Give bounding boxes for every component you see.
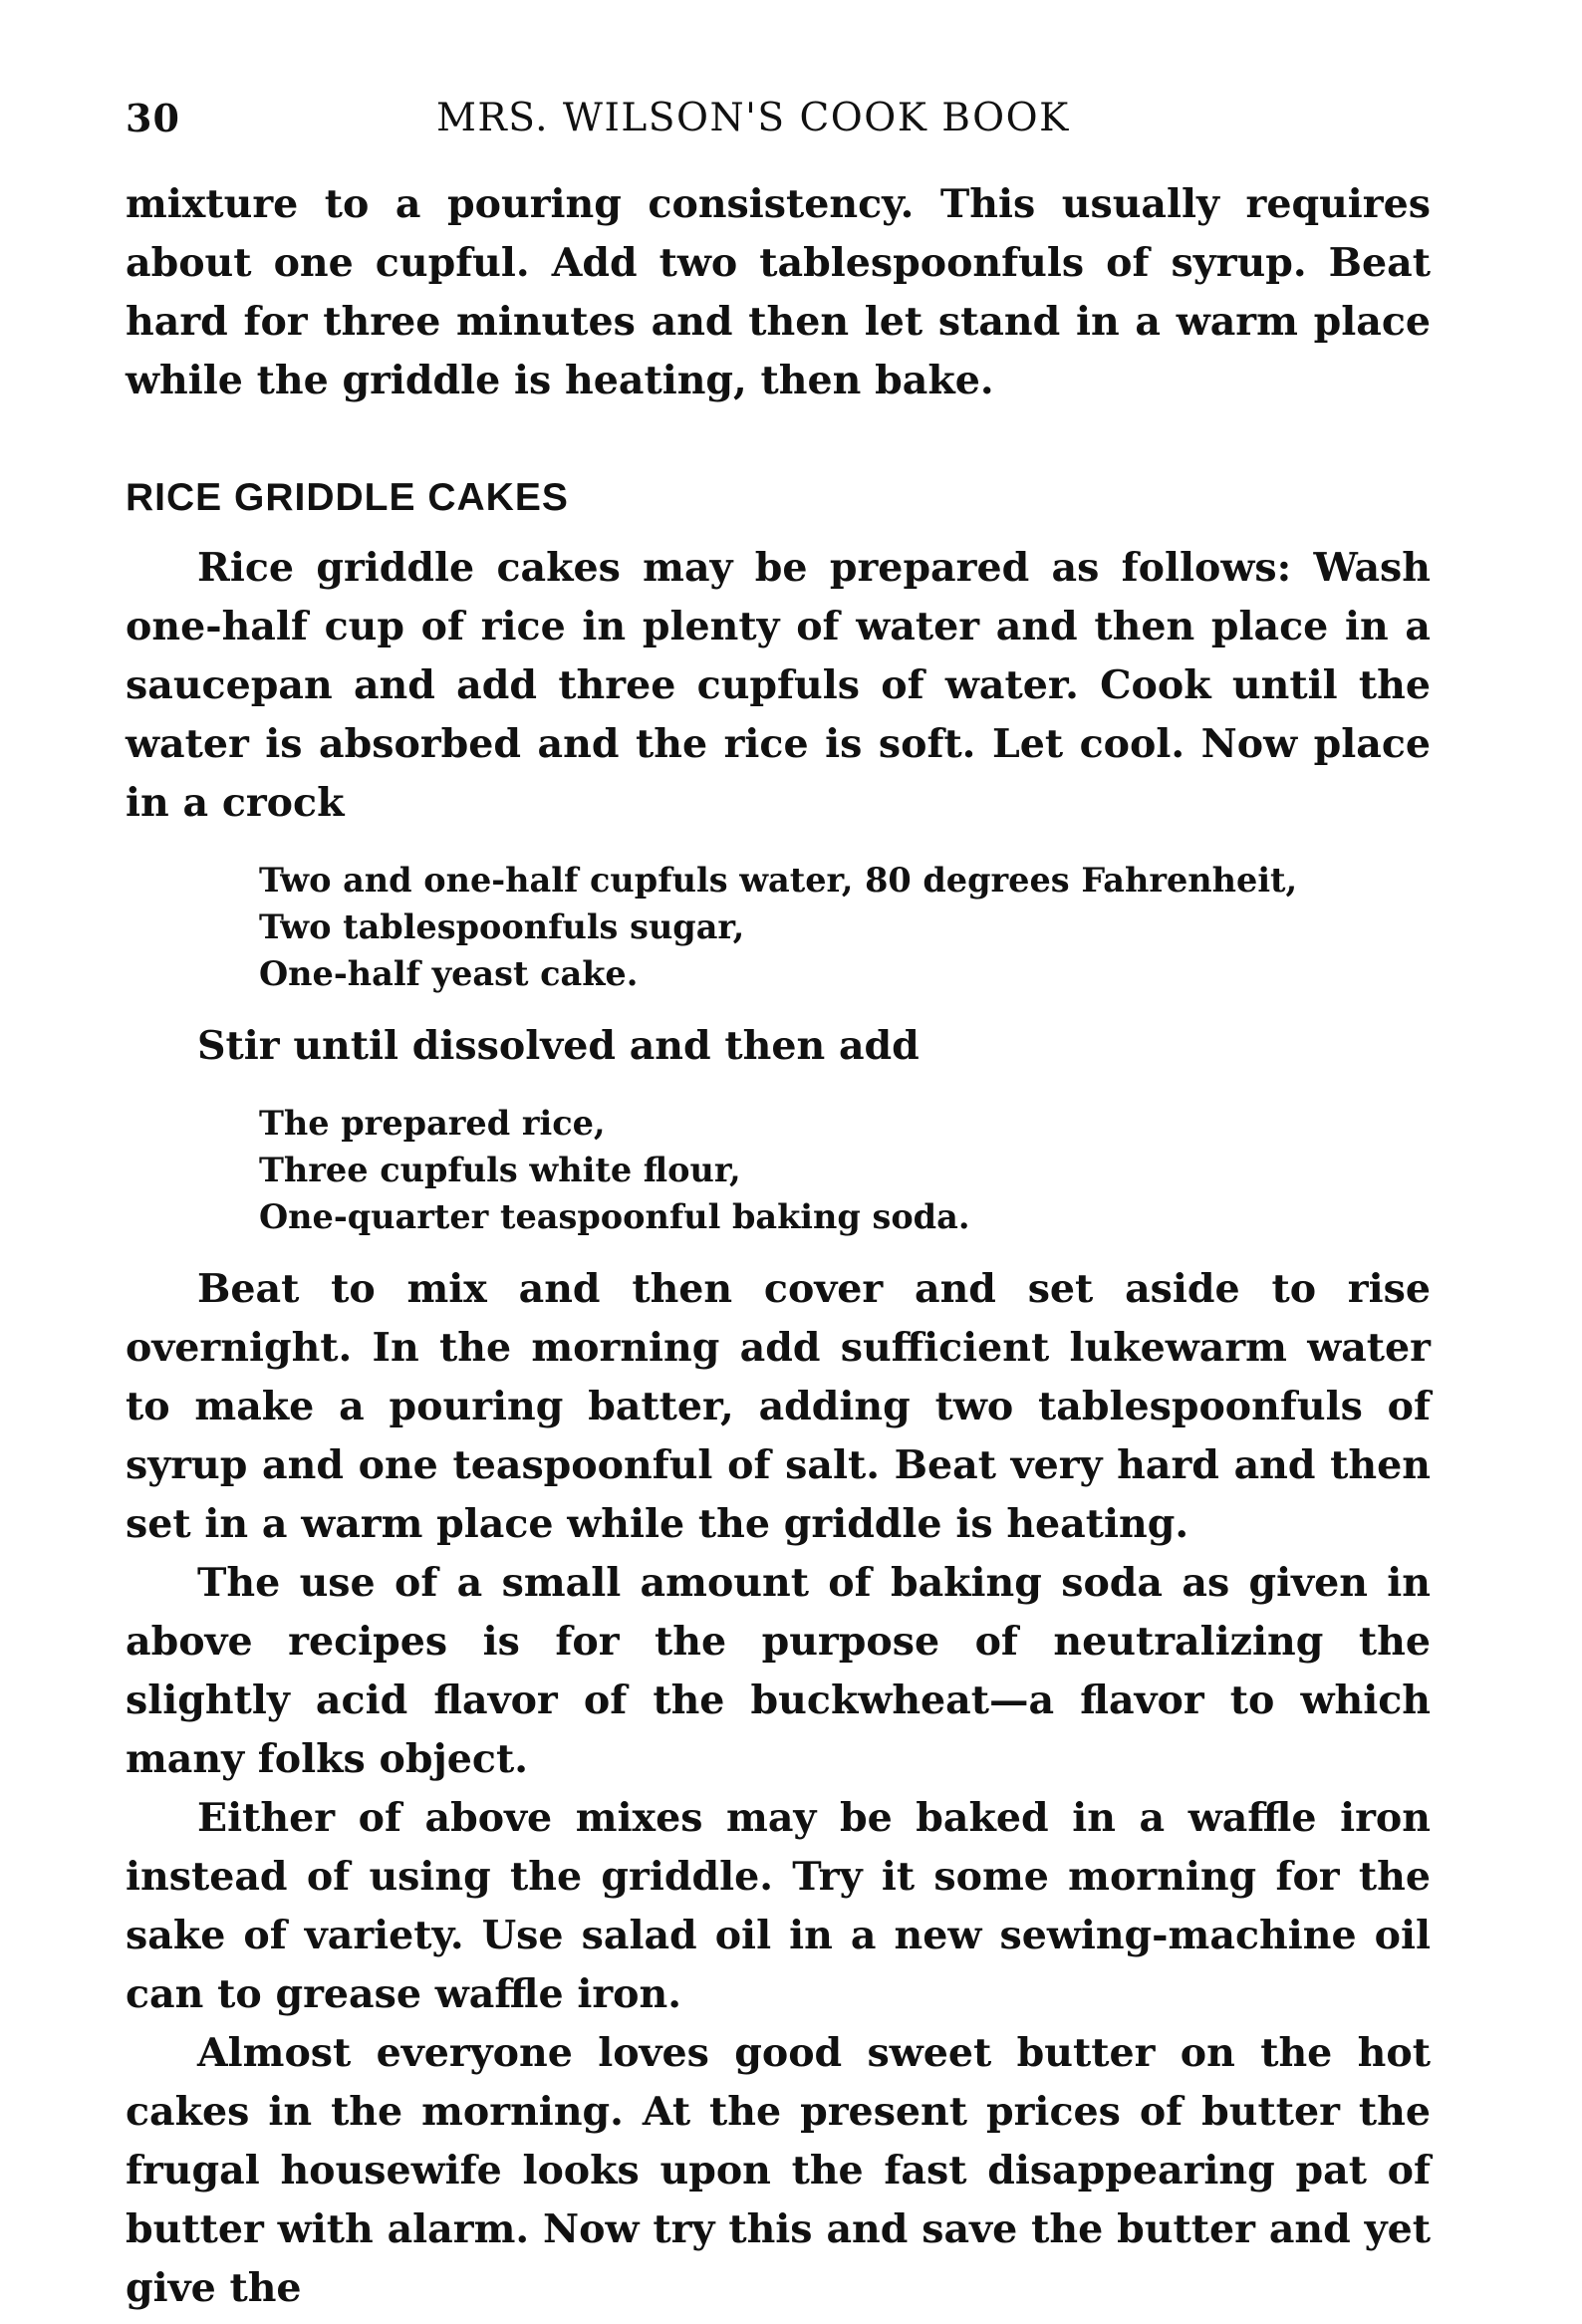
page-body xyxy=(126,175,1431,2318)
ingredient-line: One-quarter teaspoonful baking soda. xyxy=(259,1197,970,1236)
ingredient-line: Three cupfuls white flour, xyxy=(259,1151,741,1189)
running-head xyxy=(126,96,1431,155)
section-heading: RICE GRIDDLE CAKES xyxy=(126,476,569,519)
paragraph-waffle: Either of above mixes may be baked in a waffle iron instead of using the griddle. Try it some morning for the sake of variety. Use salad oil in a new sewing-machine oil can to grease waffle iron. xyxy=(126,1795,1431,2017)
book-title: MRS. WILSON'S COOK BOOK xyxy=(436,96,1070,140)
paragraph-soda: The use of a small amount of baking soda as given in above recipes is for the purpose of neutralizing the slightly acid flavor of the buckwheat—a flavor to which many folks object. xyxy=(126,1560,1431,1782)
ingredient-list-2 xyxy=(259,1100,1431,1240)
paragraph-stir: Stir until dissolved and then add xyxy=(197,1023,920,1069)
paragraph-intro: mixture to a pouring consistency. This usually requires about one cupful. Add two tablespoonfuls of syrup. Beat hard for three minutes and then let stand in a warm place while the griddle is heating, then bake. xyxy=(126,181,1431,403)
ingredient-line: Two and one-half cupfuls water, 80 degrees Fahrenheit, xyxy=(259,861,1298,900)
ingredient-line: The prepared rice, xyxy=(259,1104,606,1143)
ingredient-line: Two tablespoonfuls sugar, xyxy=(259,907,745,946)
paragraph-butter: Almost everyone loves good sweet butter on the hot cakes in the morning. At the present prices of butter the frugal housewife looks upon the fast disappearing pat of butter with alarm. Now try this and save the butter and yet give the xyxy=(126,2030,1431,2311)
page-number: 30 xyxy=(126,96,180,140)
ingredient-line: One-half yeast cake. xyxy=(259,954,639,993)
ingredient-list-1 xyxy=(259,857,1431,997)
paragraph-rice-intro: Rice griddle cakes may be prepared as follows: Wash one-half cup of rice in plenty of water and then place in a saucepan and add three cupfuls of water. Cook until the water is absorbed and the rice is soft. Let cool. Now place in a crock xyxy=(126,545,1431,826)
paragraph-beat: Beat to mix and then cover and set aside to rise overnight. In the morning add sufficient lukewarm water to make a pouring batter, adding two tablespoonfuls of syrup and one teaspoonful of salt. Beat very hard and then set in a warm place while the griddle is heating. xyxy=(126,1266,1431,1547)
